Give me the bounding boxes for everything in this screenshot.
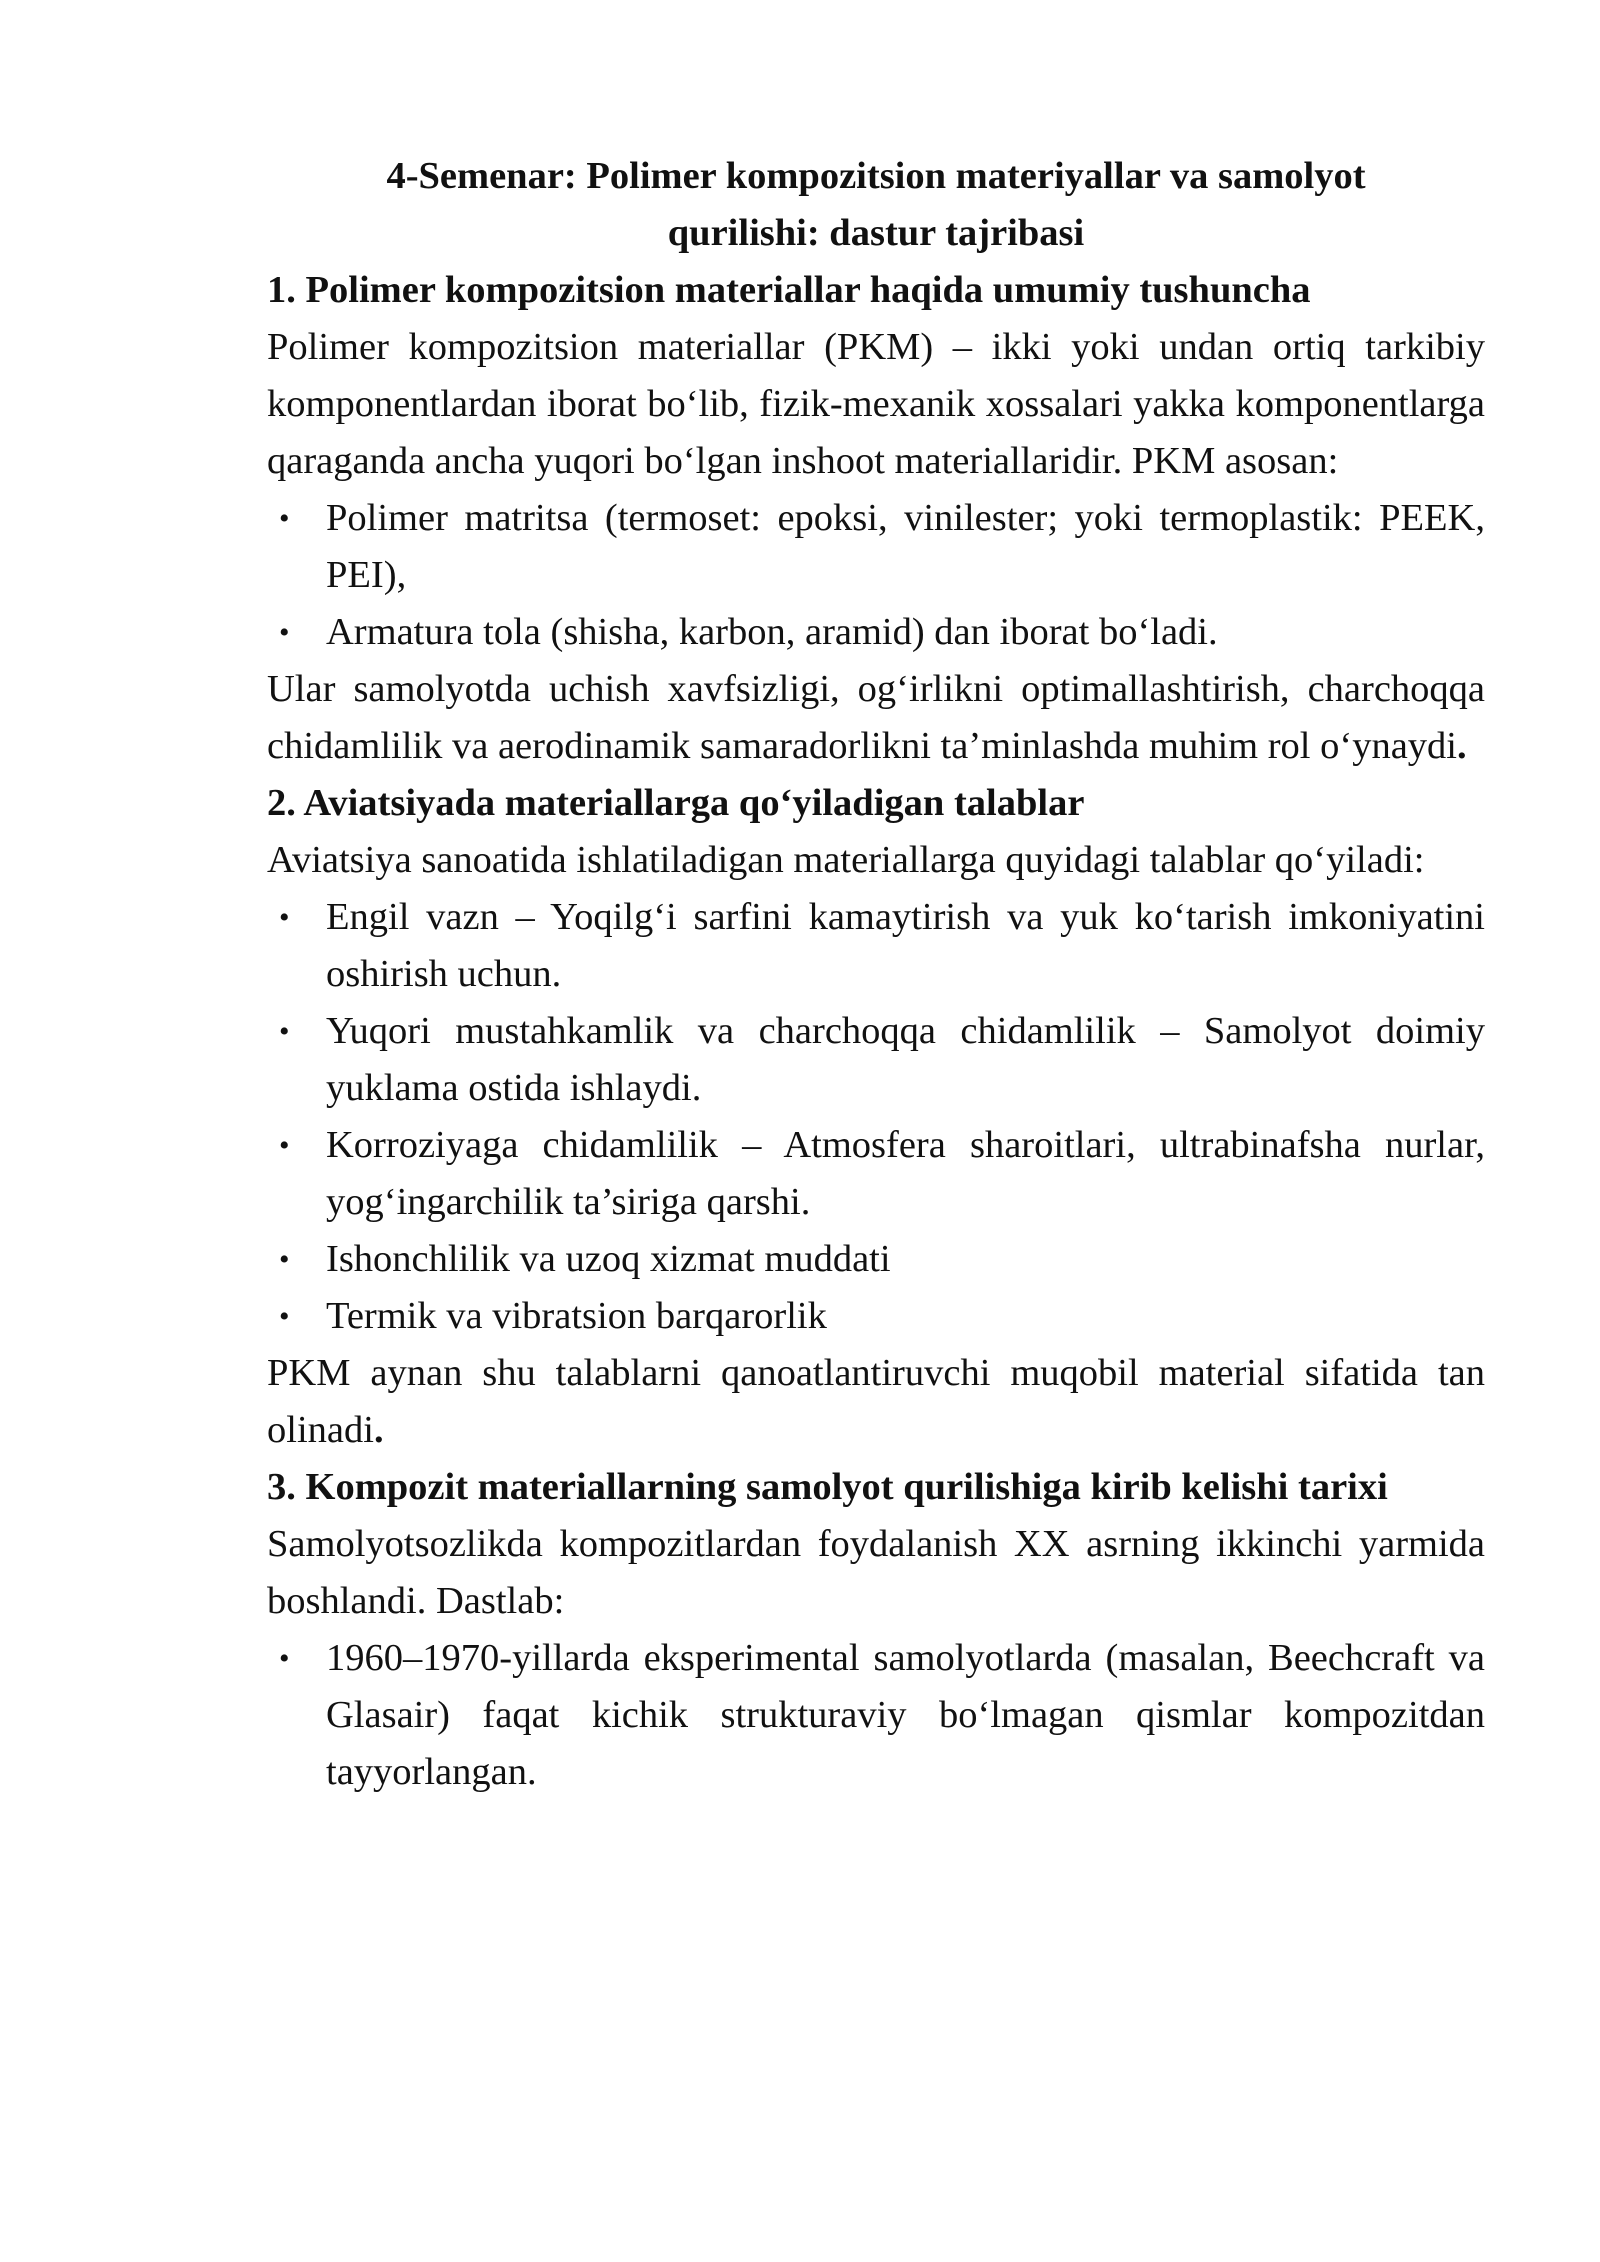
section-1-intro: Polimer kompozitsion materiallar (PKM) – ikki yoki undan ortiq tarkibiy komponentlardan iborat bo‘lib, fizik-mexanik xossalari yakka komponentlarga qaraganda ancha yuqori bo‘lgan inshoot materiallaridir. PKM asosan:: [267, 326, 1485, 482]
list-item-text: 1960–1970-yillarda eksperimental samolyotlarda (masalan, Beechcraft va Glasair) faqat kichik strukturaviy bo‘lmagan qismlar kompozitdan tayyorlangan.: [326, 1637, 1485, 1793]
section-2-heading: 2. Aviatsiyada materiallarga qo‘yiladigan talablar: [267, 782, 1085, 824]
bullet-icon: •: [279, 1243, 290, 1276]
section-1-closing-period: .: [1457, 725, 1467, 767]
section-2-bullet-list: [267, 889, 1485, 1345]
section-3-heading: 3. Kompozit materiallarning samolyot qurilishiga kirib kelishi tarixi: [267, 1466, 1388, 1508]
section-3-bullet-list: [267, 1630, 1485, 1801]
section-1-bullet-list: [267, 490, 1485, 661]
title-line-2: qurilishi: dastur tajribasi: [667, 212, 1085, 254]
document-page: [267, 148, 1485, 1801]
section-2-closing: [267, 1345, 1485, 1459]
list-item-text: Polimer matritsa (termoset: epoksi, vinilester; yoki termoplastik: PEEK, PEI),: [326, 497, 1485, 596]
list-item-text: Termik va vibratsion barqarorlik: [326, 1295, 827, 1337]
list-item: [267, 1003, 1485, 1117]
list-item-text: Engil vazn – Yoqilg‘i sarfini kamaytirish va yuk ko‘tarish imkoniyatini oshirish uchun.: [326, 896, 1485, 995]
title-line-1: 4-Semenar: Polimer kompozitsion materiyallar va samolyot: [386, 155, 1366, 197]
bullet-icon: •: [279, 1015, 290, 1048]
list-item: [267, 604, 1485, 661]
list-item-text: Ishonchlilik va uzoq xizmat muddati: [326, 1238, 891, 1280]
section-1-heading: 1. Polimer kompozitsion materiallar haqida umumiy tushuncha: [267, 269, 1311, 311]
list-item: [267, 1117, 1485, 1231]
bullet-icon: •: [279, 1300, 290, 1333]
list-item-text: Korroziyaga chidamlilik – Atmosfera sharoitlari, ultrabinafsha nurlar, yog‘ingarchilik ta’siriga qarshi.: [326, 1124, 1485, 1223]
section-1-closing-text: Ular samolyotda uchish xavfsizligi, og‘irlikni optimallashtirish, charchoqqa chidamlilik va aerodinamik samaradorlikni ta’minlashda muhim rol o‘ynaydi: [267, 668, 1485, 767]
section-1-closing: [267, 661, 1485, 775]
bullet-icon: •: [279, 901, 290, 934]
list-item: [267, 1288, 1485, 1345]
section-3-intro: Samolyotsozlikda kompozitlardan foydalanish XX asrning ikkinchi yarmida boshlandi. Dastlab:: [267, 1523, 1485, 1622]
list-item: [267, 490, 1485, 604]
section-2-closing-text: PKM aynan shu talablarni qanoatlantiruvchi muqobil material sifatida tan olinadi: [267, 1352, 1485, 1451]
bullet-icon: •: [279, 616, 290, 649]
bullet-icon: •: [279, 1642, 290, 1675]
list-item-text: Yuqori mustahkamlik va charchoqqa chidamlilik – Samolyot doimiy yuklama ostida ishlaydi.: [326, 1010, 1485, 1109]
document-title: [267, 148, 1485, 262]
bullet-icon: •: [279, 502, 290, 535]
bullet-icon: •: [279, 1129, 290, 1162]
list-item: [267, 889, 1485, 1003]
section-2-intro: Aviatsiya sanoatida ishlatiladigan materiallarga quyidagi talablar qo‘yiladi:: [267, 839, 1425, 881]
list-item-text: Armatura tola (shisha, karbon, aramid) dan iborat bo‘ladi.: [326, 611, 1218, 653]
list-item: [267, 1231, 1485, 1288]
section-2-closing-period: .: [373, 1409, 384, 1451]
list-item: [267, 1630, 1485, 1801]
